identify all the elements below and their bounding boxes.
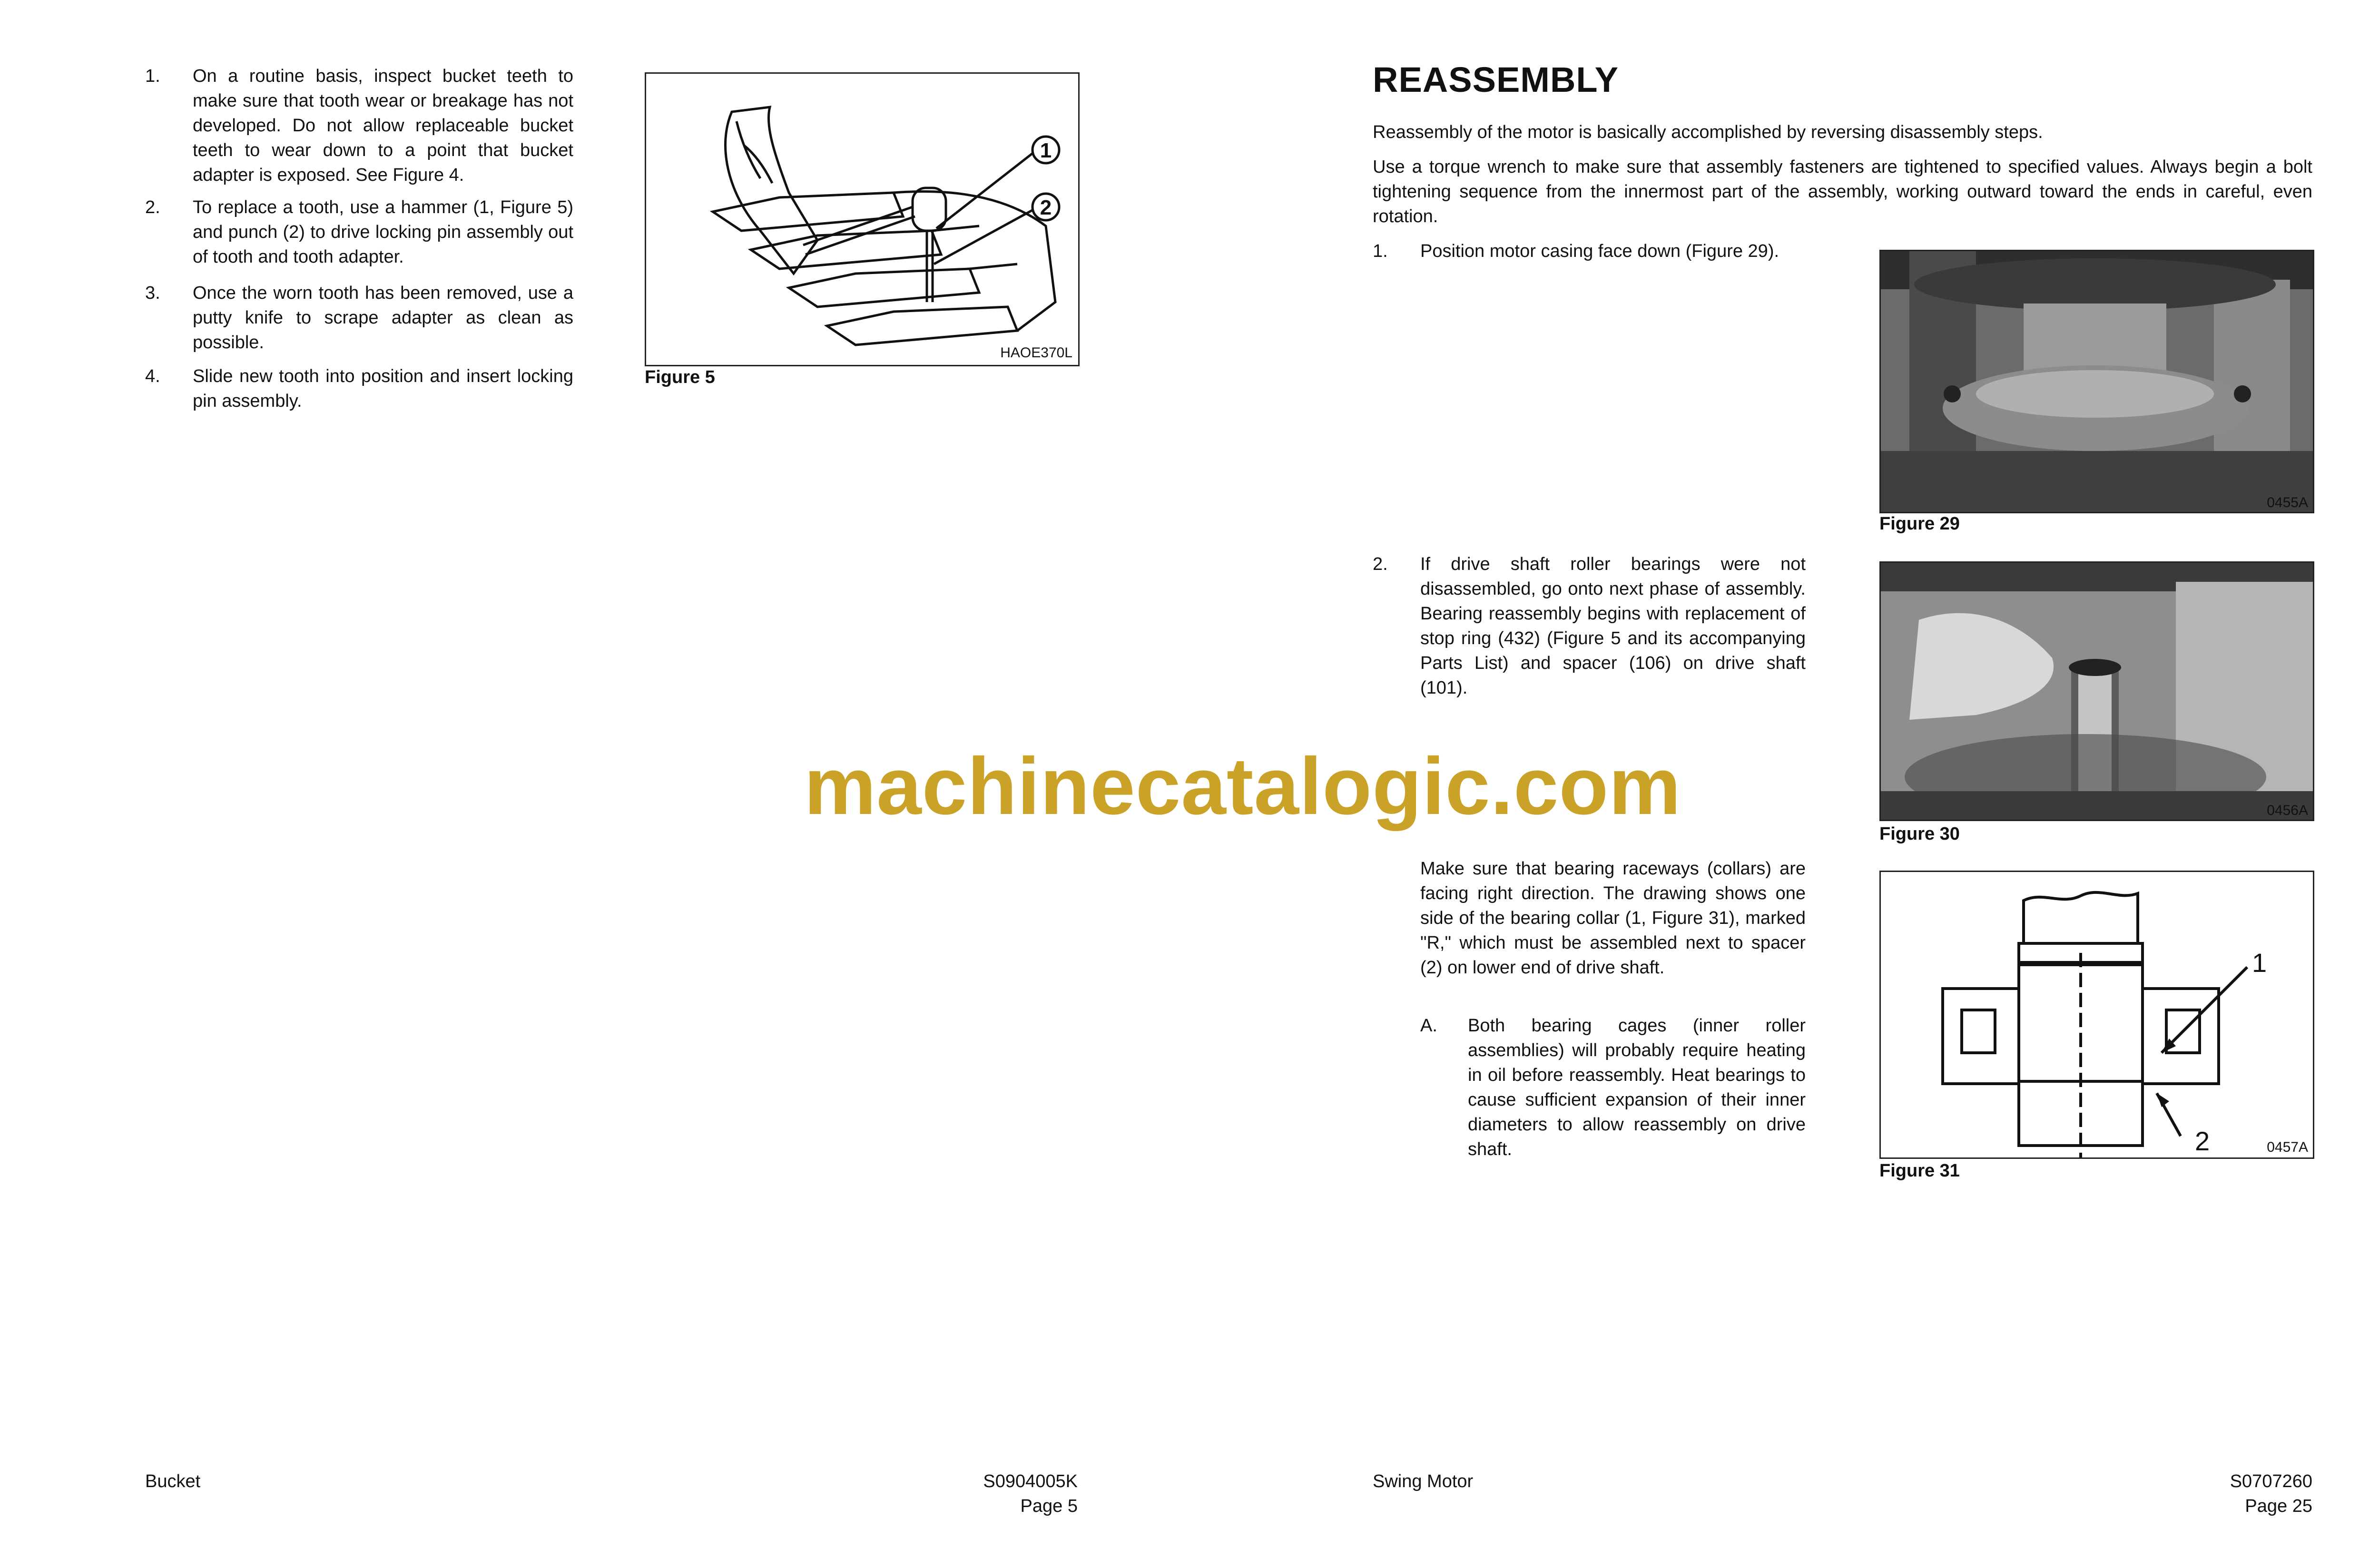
motor-casing-photo [1881, 251, 2313, 512]
footer-section: Swing Motor [1373, 1471, 1474, 1491]
list-text: Position motor casing face down (Figure 29). [1420, 241, 1779, 261]
drive-shaft-photo [1881, 563, 2313, 820]
watermark-text: machinecatalogic.com [804, 741, 1681, 832]
intro-paragraph: Reassembly of the motor is basically accomplished by reversing disassembly steps. [1373, 122, 2043, 142]
callout-1: 1 [2252, 948, 2267, 978]
list-item [1420, 1013, 1806, 1170]
list-item [145, 364, 573, 416]
figure-code: 0457A [2267, 1139, 2308, 1155]
list-number: 2. [145, 197, 160, 217]
bucket-teeth-illustration [646, 74, 1078, 365]
footer-page-number: Page 5 [1020, 1496, 1078, 1516]
list-text: To replace a tooth, use a hammer (1, Figure 5) and punch (2) to drive locking pin assembly out of tooth and tooth adapter. [193, 197, 573, 267]
list-text: On a routine basis, inspect bucket teeth to make sure that tooth wear or breakage has not developed. Do not allow replaceable bucket teeth to wear down to a point that bucket adapter is exposed. See Figure 4. [193, 66, 573, 185]
footer-doc-number: S0707260 [2230, 1471, 2312, 1491]
figure-caption: Figure 5 [645, 367, 715, 387]
list-item [1373, 552, 1806, 704]
callout-2: 2 [2195, 1126, 2210, 1156]
callout-circles [1032, 137, 1059, 220]
figure-caption: Figure 29 [1879, 514, 1960, 534]
footer-page-number: Page 25 [2245, 1496, 2312, 1516]
list-number: 4. [145, 366, 160, 386]
figure-caption: Figure 31 [1879, 1161, 1960, 1181]
note-paragraph: Make sure that bearing raceways (collars) are facing right direction. The drawing shows one side of the bearing collar (1, Figure 31), marked "R," which must be assembled next to spacer (2) on lower end of drive shaft. [1420, 859, 1806, 978]
footer-section: Bucket [145, 1471, 201, 1491]
list-letter: A. [1420, 1016, 1437, 1036]
callout-2: 2 [1040, 196, 1052, 219]
figure-29-photo [1879, 250, 2314, 513]
figure-code: HAOE370L [1000, 345, 1072, 361]
list-number: 2. [1373, 554, 1388, 574]
section-heading: REASSEMBLY [1373, 60, 1619, 99]
figure-caption: Figure 30 [1879, 824, 1960, 844]
figure-31-drawing [1879, 871, 2314, 1159]
callout-1: 1 [1040, 139, 1052, 162]
list-item [1373, 239, 1806, 291]
list-item [145, 281, 573, 357]
list-text: Once the worn tooth has been removed, use a putty knife to scrape adapter as clean as possible. [193, 283, 573, 353]
list-text: Both bearing cages (inner roller assemblies) will probably require heating in oil before reassembly. Heat bearings to cause sufficient expansion of their inner diameters to allow reassembly on drive shaft. [1468, 1016, 1806, 1159]
figure-5-image [645, 72, 1080, 366]
list-number: 1. [145, 66, 160, 86]
figure-30-photo [1879, 561, 2314, 821]
list-text: If drive shaft roller bearings were not disassembled, go onto next phase of assembly. Bearing reassembly begins with replacement of stop ring (432) (Figure 5 and its accompanying Parts List) and spacer (106) on drive shaft (101). [1420, 554, 1806, 698]
figure-code: 0456A [2267, 803, 2308, 818]
figure-code: 0455A [2267, 495, 2308, 510]
intro-paragraph: Use a torque wrench to make sure that assembly fasteners are tightened to specified values. Always begin a bolt tightening sequence from the innermost part of the assembly, working outward toward the ends in careful, even rotation. [1373, 157, 2312, 226]
list-item [145, 195, 573, 276]
list-number: 3. [145, 283, 160, 303]
list-number: 1. [1373, 241, 1388, 261]
footer-doc-number: S0904005K [983, 1471, 1078, 1491]
bearing-collar-diagram [1881, 872, 2313, 1157]
list-text: Slide new tooth into position and insert locking pin assembly. [193, 366, 573, 411]
list-item [145, 64, 573, 192]
